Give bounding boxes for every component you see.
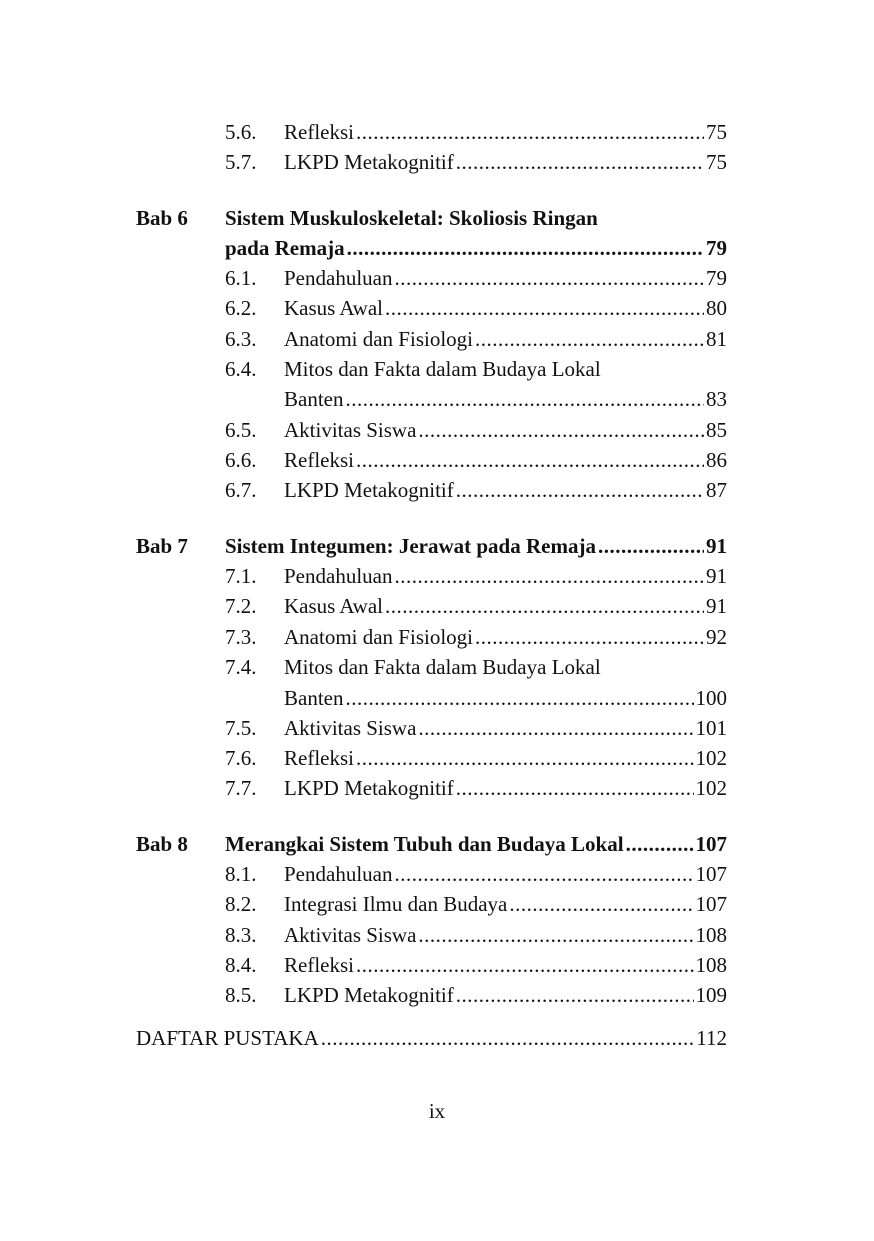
entry-title: Refleksi <box>284 120 354 144</box>
entry-title: Anatomi dan Fisiologi <box>284 327 473 351</box>
dot-leader <box>345 683 693 713</box>
entry-page: 75 <box>706 150 727 174</box>
entry-number: 6.5. <box>225 418 257 442</box>
entry-page: 108 <box>695 953 727 977</box>
entry-title: Mitos dan Fakta dalam Budaya Lokal <box>284 655 601 679</box>
entry-number: 7.7. <box>225 776 257 800</box>
chapter-title-bab6-line1[interactable]: Sistem Muskuloskeletal: Skoliosis Ringan <box>225 206 598 230</box>
entry-page: 112 <box>696 1026 727 1050</box>
entry-title: LKPD Metakognitif <box>284 478 454 502</box>
chapter-label-bab7: Bab 7 <box>136 534 188 558</box>
entry-number: 7.2. <box>225 594 257 618</box>
dot-leader <box>475 622 704 652</box>
entry-page: 100 <box>695 686 727 710</box>
entry-title: Pendahuluan <box>284 862 393 886</box>
entry-number: 6.7. <box>225 478 257 502</box>
dot-leader <box>385 591 704 621</box>
dot-leader <box>626 829 694 859</box>
dot-leader <box>356 445 704 475</box>
entry-number: 7.1. <box>225 564 257 588</box>
entry-number: 8.1. <box>225 862 257 886</box>
entry-number: 8.3. <box>225 923 257 947</box>
chapter-title-bab8: Merangkai Sistem Tubuh dan Budaya Lokal <box>225 832 624 856</box>
entry-number: 6.6. <box>225 448 257 472</box>
entry-title: LKPD Metakognitif <box>284 776 454 800</box>
entry-page: 91 <box>706 564 727 588</box>
entry-number: 6.1. <box>225 266 257 290</box>
dot-leader <box>418 713 693 743</box>
dot-leader <box>456 773 694 803</box>
dot-leader <box>321 1023 695 1053</box>
entry-page: 107 <box>695 862 727 886</box>
dot-leader <box>394 859 693 889</box>
entry-title: DAFTAR PUSTAKA <box>136 1026 319 1050</box>
chapter-page: 79 <box>706 236 727 260</box>
entry-title: LKPD Metakognitif <box>284 150 454 174</box>
entry-title: Kasus Awal <box>284 594 383 618</box>
chapter-label-bab8: Bab 8 <box>136 832 188 856</box>
entry-title-cont: Banten <box>284 387 344 411</box>
dot-leader <box>394 561 704 591</box>
dot-leader <box>456 147 704 177</box>
entry-page: 86 <box>706 448 727 472</box>
entry-title: Aktivitas Siswa <box>284 923 417 947</box>
entry-title: Aktivitas Siswa <box>284 418 417 442</box>
entry-number: 8.2. <box>225 892 257 916</box>
entry-page: 108 <box>695 923 727 947</box>
entry-number: 6.4. <box>225 357 257 381</box>
dot-leader <box>418 920 693 950</box>
entry-page: 107 <box>695 892 727 916</box>
entry-page: 83 <box>706 387 727 411</box>
entry-page: 109 <box>695 983 727 1007</box>
entry-title: LKPD Metakognitif <box>284 983 454 1007</box>
entry-page: 87 <box>706 478 727 502</box>
dot-leader <box>345 384 704 414</box>
entry-page: 102 <box>695 746 727 770</box>
entry-number: 7.5. <box>225 716 257 740</box>
dot-leader <box>475 324 704 354</box>
entry-title: Aktivitas Siswa <box>284 716 417 740</box>
entry-title: Pendahuluan <box>284 564 393 588</box>
entry-page: 81 <box>706 327 727 351</box>
entry-page: 80 <box>706 296 727 320</box>
entry-number: 7.3. <box>225 625 257 649</box>
entry-title: Refleksi <box>284 746 354 770</box>
entry-number: 5.6. <box>225 120 257 144</box>
entry-title: Anatomi dan Fisiologi <box>284 625 473 649</box>
dot-leader <box>456 980 694 1010</box>
entry-title-cont: Banten <box>284 686 344 710</box>
entry-number: 5.7. <box>225 150 257 174</box>
dot-leader <box>418 415 704 445</box>
entry-number: 6.3. <box>225 327 257 351</box>
entry-title: Kasus Awal <box>284 296 383 320</box>
entry-number: 6.2. <box>225 296 257 320</box>
entry-title: Refleksi <box>284 953 354 977</box>
entry-page: 75 <box>706 120 727 144</box>
dot-leader <box>598 531 704 561</box>
entry-page: 92 <box>706 625 727 649</box>
entry-page: 91 <box>706 594 727 618</box>
chapter-page: 91 <box>706 534 727 558</box>
entry-page: 79 <box>706 266 727 290</box>
page-number: ix <box>428 1099 446 1123</box>
dot-leader <box>347 233 704 263</box>
dot-leader <box>356 743 694 773</box>
chapter-page: 107 <box>695 832 727 856</box>
entry-page: 102 <box>695 776 727 800</box>
entry-page: 101 <box>695 716 727 740</box>
entry-number: 8.5. <box>225 983 257 1007</box>
dot-leader <box>394 263 704 293</box>
entry-number: 7.6. <box>225 746 257 770</box>
chapter-title-bab6-line2: pada Remaja <box>225 236 345 260</box>
entry-title: Integrasi Ilmu dan Budaya <box>284 892 508 916</box>
chapter-title-bab7: Sistem Integumen: Jerawat pada Remaja <box>225 534 596 558</box>
dot-leader <box>509 889 693 919</box>
entry-number: 8.4. <box>225 953 257 977</box>
dot-leader <box>356 950 694 980</box>
entry-page: 85 <box>706 418 727 442</box>
dot-leader <box>385 293 704 323</box>
dot-leader <box>356 117 704 147</box>
entry-number: 7.4. <box>225 655 257 679</box>
entry-title: Mitos dan Fakta dalam Budaya Lokal <box>284 357 601 381</box>
entry-title: Pendahuluan <box>284 266 393 290</box>
entry-title: Refleksi <box>284 448 354 472</box>
chapter-label-bab6: Bab 6 <box>136 206 188 230</box>
dot-leader <box>456 475 704 505</box>
